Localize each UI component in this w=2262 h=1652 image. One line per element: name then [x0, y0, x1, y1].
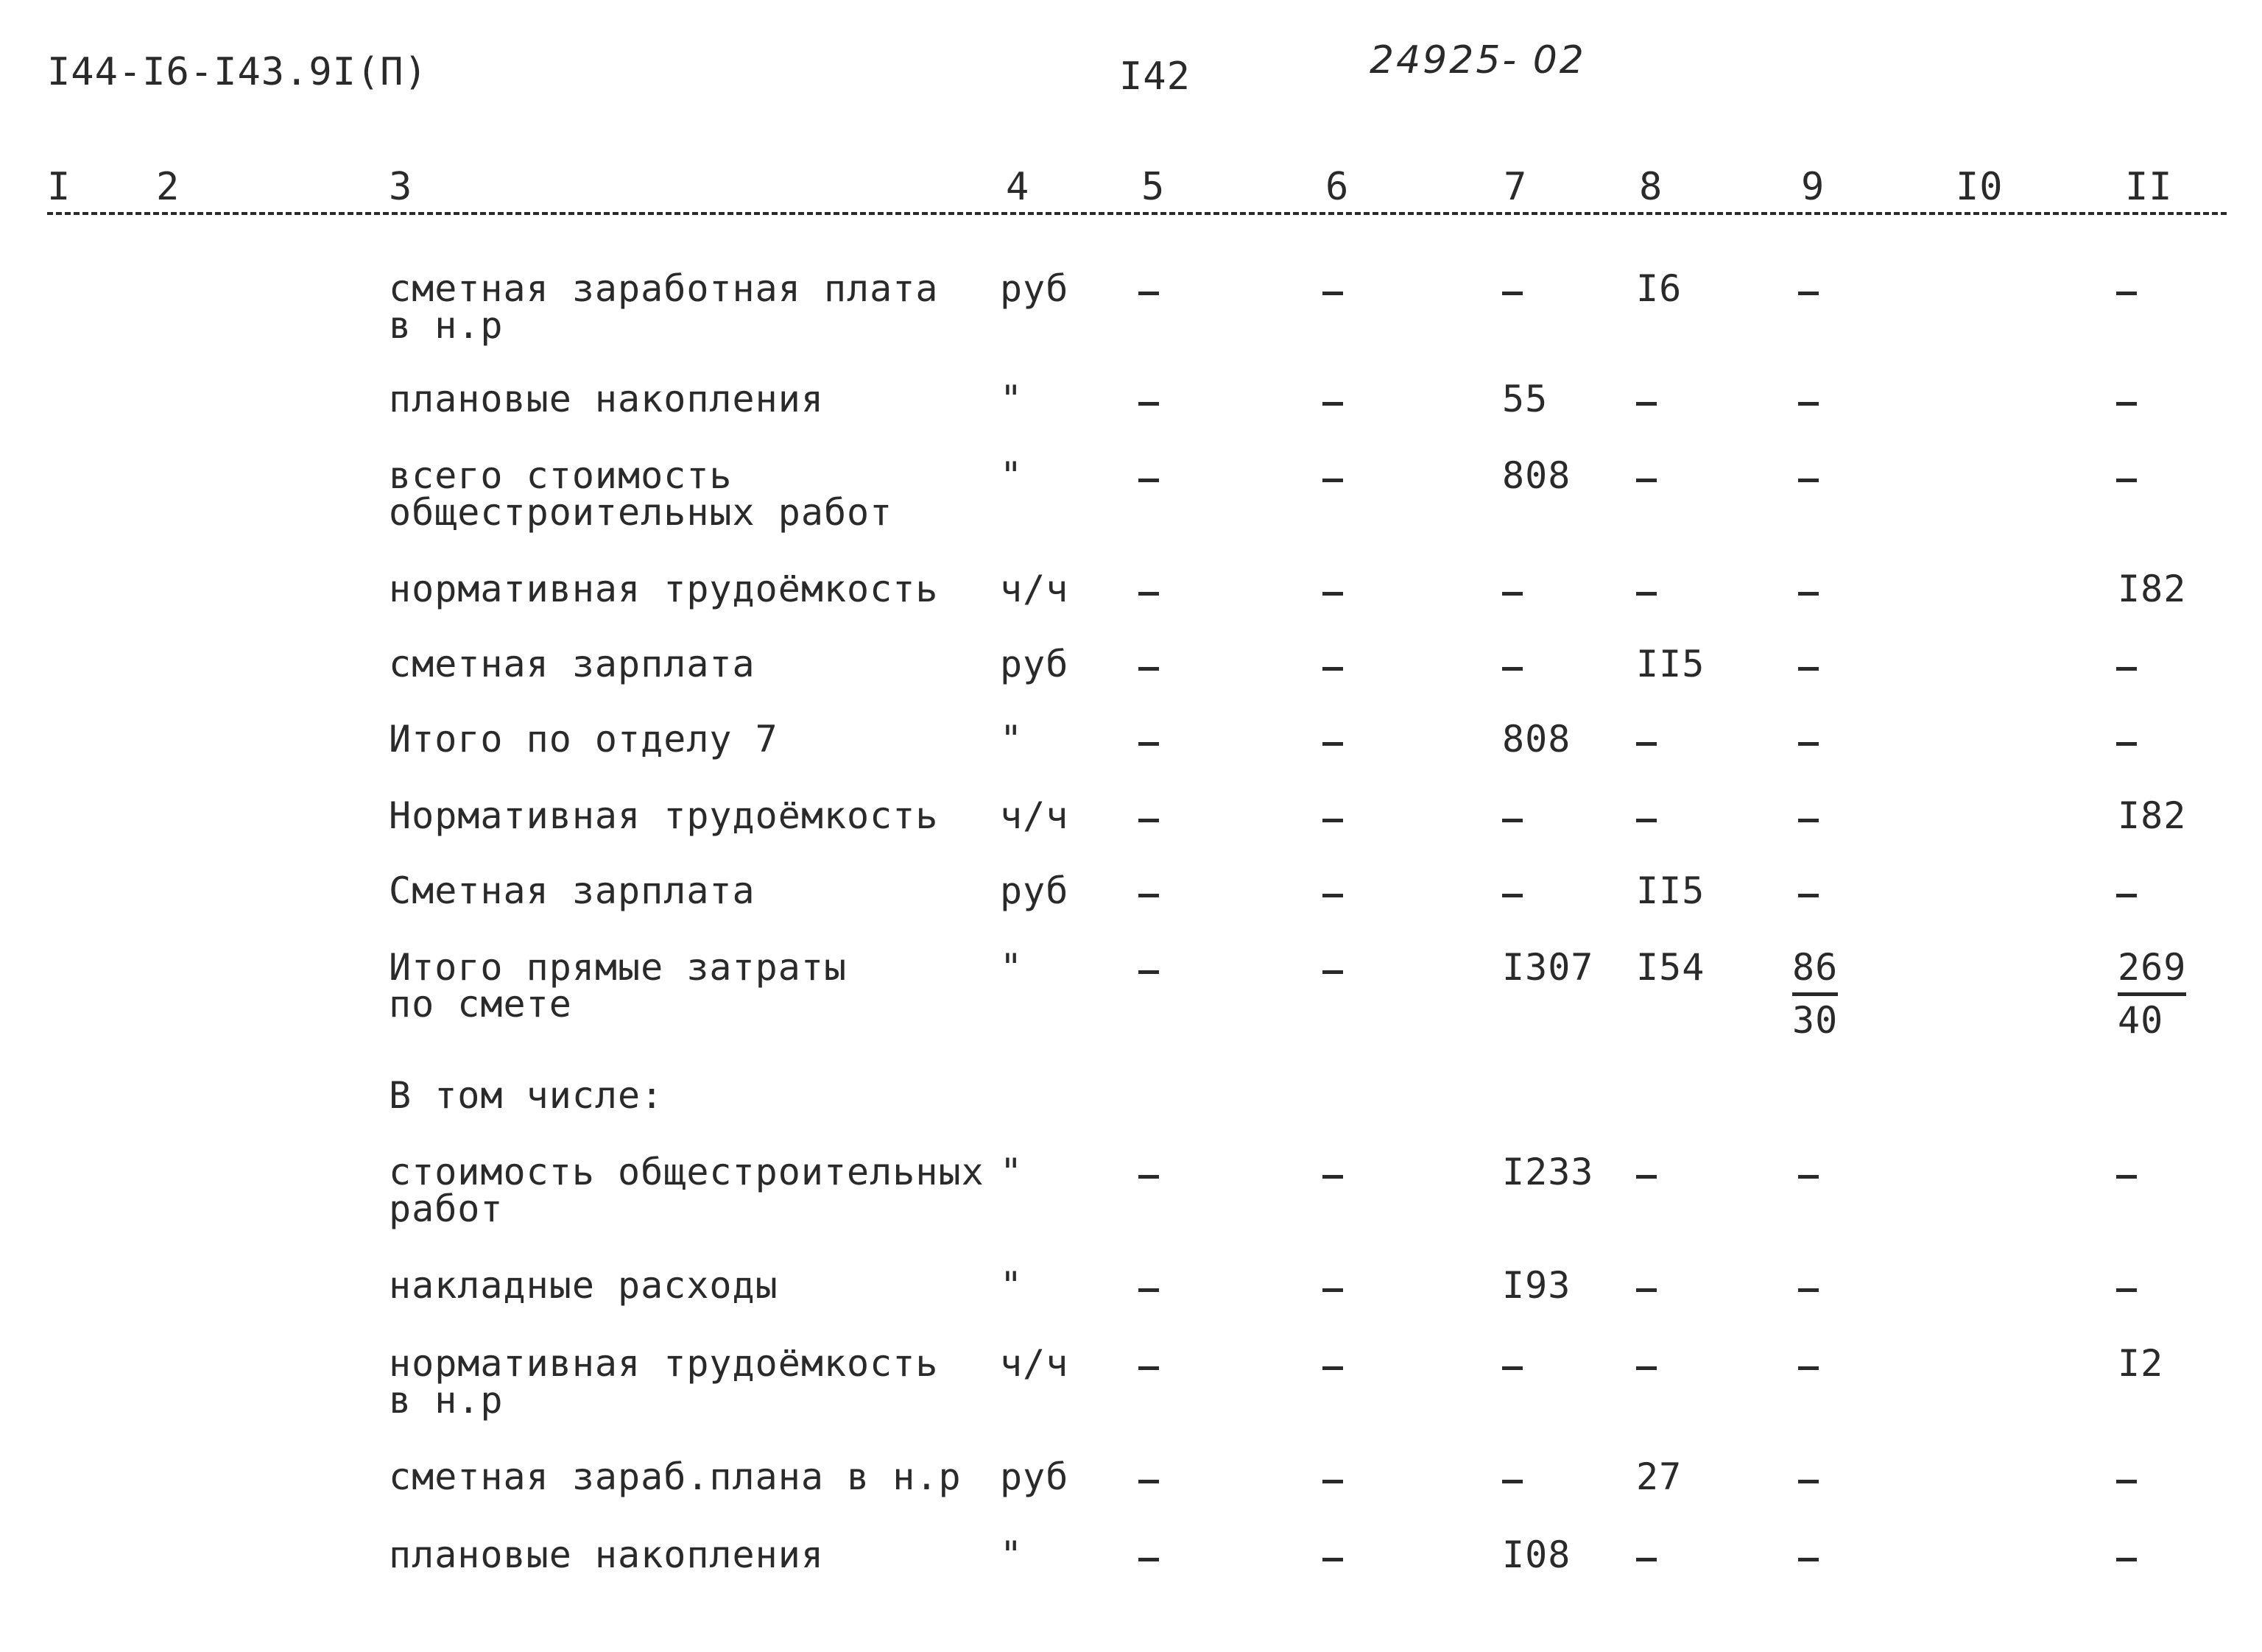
cell-col-5-dash	[1138, 1366, 1159, 1370]
row-description: общестроительных работ	[389, 491, 893, 534]
cell-col-8: I6	[1636, 267, 1683, 310]
cell-col-8-dash	[1636, 479, 1657, 482]
page-number: I42	[1119, 54, 1191, 99]
document-code: I44-I6-I43.9I(П)	[47, 50, 428, 94]
row-unit: "	[1000, 718, 1023, 760]
cell-col-7-dash	[1502, 292, 1523, 295]
row-unit: руб	[1000, 1455, 1069, 1498]
cell-col-8-dash	[1636, 819, 1657, 822]
row-description: Итого по отделу 7	[389, 718, 778, 760]
column-header-7: 7	[1504, 165, 1528, 209]
column-header-8: 8	[1639, 165, 1663, 209]
row-description: стоимость общестроительных	[389, 1151, 984, 1193]
cell-col-7: 808	[1502, 454, 1571, 497]
cell-col-5-dash	[1138, 1175, 1159, 1179]
cell-col-7: I08	[1502, 1533, 1571, 1576]
column-header-3: 3	[389, 165, 413, 209]
cell-col-5-dash	[1138, 970, 1159, 974]
row-description: В том числе:	[389, 1074, 664, 1117]
cell-col-7: I307	[1502, 946, 1594, 989]
row-unit: руб	[1000, 869, 1069, 912]
cell-col-8-dash	[1636, 1175, 1657, 1179]
fraction-line	[1792, 992, 1838, 996]
cell-col-9-dash	[1798, 1175, 1819, 1179]
cell-col-9-dash	[1798, 819, 1819, 822]
cell-col-8: II5	[1636, 869, 1705, 912]
row-unit: ч/ч	[1000, 1342, 1069, 1385]
row-unit: ч/ч	[1000, 568, 1069, 610]
row-unit: "	[1000, 1533, 1023, 1576]
cell-col-9-dash	[1798, 292, 1819, 295]
row-description: Нормативная трудоёмкость	[389, 794, 939, 837]
column-header-1: I	[47, 165, 71, 209]
row-description: Итого прямые затраты	[389, 946, 848, 989]
cell-col-8-dash	[1636, 1366, 1657, 1370]
column-header-2: 2	[156, 165, 180, 209]
cell-col-5-dash	[1138, 742, 1159, 746]
cell-col-11-dash	[2116, 402, 2137, 406]
cell-col-11-dash	[2116, 292, 2137, 295]
cell-col-9-dash	[1798, 592, 1819, 596]
cell-col-6-dash	[1322, 1480, 1343, 1483]
cell-col-11-dash	[2116, 1558, 2137, 1561]
cell-col-11: I82	[2118, 794, 2187, 837]
cell-col-11-denominator: 40	[2118, 999, 2164, 1042]
row-unit: "	[1000, 1151, 1023, 1193]
header-divider	[47, 212, 2227, 215]
row-description: по смете	[389, 983, 572, 1026]
cell-col-6-dash	[1322, 894, 1343, 897]
cell-col-9-dash	[1798, 667, 1819, 671]
column-header-9: 9	[1801, 165, 1825, 209]
column-header-5: 5	[1141, 165, 1166, 209]
cell-col-5-dash	[1138, 402, 1159, 406]
cell-col-8: I54	[1636, 946, 1705, 989]
cell-col-8-dash	[1636, 1558, 1657, 1561]
cell-col-9-dash	[1798, 1366, 1819, 1370]
row-description: накладные расходы	[389, 1264, 778, 1307]
cell-col-7: 808	[1502, 718, 1571, 760]
cell-col-11-dash	[2116, 1480, 2137, 1483]
cell-col-6-dash	[1322, 667, 1343, 671]
cell-col-5-dash	[1138, 894, 1159, 897]
cell-col-7-dash	[1502, 667, 1523, 671]
column-header-11: II	[2125, 165, 2173, 209]
cell-col-11-numerator: 269	[2118, 946, 2187, 989]
cell-col-11-dash	[2116, 1175, 2137, 1179]
cell-col-6-dash	[1322, 1558, 1343, 1561]
cell-col-8: II5	[1636, 643, 1705, 685]
cell-col-8-dash	[1636, 402, 1657, 406]
row-description: нормативная трудоёмкость	[389, 1342, 939, 1385]
cell-col-11-dash	[2116, 894, 2137, 897]
cell-col-5-dash	[1138, 1480, 1159, 1483]
cell-col-11: I2	[2118, 1342, 2164, 1385]
row-description: плановые накопления	[389, 378, 824, 420]
cell-col-11-dash	[2116, 479, 2137, 482]
cell-col-6-dash	[1322, 1366, 1343, 1370]
cell-col-5-dash	[1138, 292, 1159, 295]
cell-col-5-dash	[1138, 479, 1159, 482]
row-description: сметная зарплата	[389, 643, 755, 685]
cell-col-11-dash	[2116, 1288, 2137, 1292]
row-unit: ч/ч	[1000, 794, 1069, 837]
cell-col-5-dash	[1138, 592, 1159, 596]
cell-col-7: I93	[1502, 1264, 1571, 1307]
cell-col-7-dash	[1502, 819, 1523, 822]
cell-col-8-dash	[1636, 1288, 1657, 1292]
cell-col-11: I82	[2118, 568, 2187, 610]
cell-col-8-dash	[1636, 742, 1657, 746]
cell-col-6-dash	[1322, 479, 1343, 482]
row-description: сметная заработная плата	[389, 267, 939, 310]
cell-col-7-dash	[1502, 592, 1523, 596]
row-description: всего стоимость	[389, 454, 733, 497]
cell-col-9-dash	[1798, 894, 1819, 897]
cell-col-11-dash	[2116, 667, 2137, 671]
cell-col-6-dash	[1322, 402, 1343, 406]
cell-col-11-dash	[2116, 742, 2137, 746]
cell-col-9-denominator: 30	[1792, 999, 1839, 1042]
row-unit: "	[1000, 378, 1023, 420]
row-description: в н.р	[389, 304, 504, 347]
cell-col-7: 55	[1502, 378, 1548, 420]
cell-col-9-numerator: 86	[1792, 946, 1839, 989]
row-unit: руб	[1000, 267, 1069, 310]
row-unit: "	[1000, 946, 1023, 989]
cell-col-9-dash	[1798, 402, 1819, 406]
cell-col-7-dash	[1502, 1366, 1523, 1370]
column-header-10: I0	[1956, 165, 2004, 209]
cell-col-6-dash	[1322, 292, 1343, 295]
cell-col-5-dash	[1138, 1288, 1159, 1292]
column-header-4: 4	[1006, 165, 1030, 209]
row-description: сметная зараб.плана в н.р	[389, 1455, 962, 1498]
fraction-line	[2118, 992, 2186, 996]
cell-col-6-dash	[1322, 742, 1343, 746]
cell-col-7-dash	[1502, 894, 1523, 897]
handwritten-number: 24925- 02	[1370, 38, 1586, 82]
row-description: плановые накопления	[389, 1533, 824, 1576]
cell-col-6-dash	[1322, 970, 1343, 974]
column-header-6: 6	[1325, 165, 1350, 209]
row-unit: "	[1000, 1264, 1023, 1307]
row-description: в н.р	[389, 1379, 504, 1422]
row-description: нормативная трудоёмкость	[389, 568, 939, 610]
cell-col-9-dash	[1798, 742, 1819, 746]
cell-col-5-dash	[1138, 819, 1159, 822]
cell-col-6-dash	[1322, 819, 1343, 822]
cell-col-6-dash	[1322, 1288, 1343, 1292]
row-description: работ	[389, 1187, 504, 1230]
cell-col-5-dash	[1138, 1558, 1159, 1561]
row-unit: "	[1000, 454, 1023, 497]
row-unit: руб	[1000, 643, 1069, 685]
row-description: Сметная зарплата	[389, 869, 755, 912]
cell-col-8: 27	[1636, 1455, 1683, 1498]
cell-col-8-dash	[1636, 592, 1657, 596]
cell-col-9-dash	[1798, 1288, 1819, 1292]
cell-col-9-dash	[1798, 1558, 1819, 1561]
cell-col-9-dash	[1798, 479, 1819, 482]
cell-col-6-dash	[1322, 1175, 1343, 1179]
cell-col-7-dash	[1502, 1480, 1523, 1483]
cell-col-5-dash	[1138, 667, 1159, 671]
cell-col-6-dash	[1322, 592, 1343, 596]
cell-col-9-dash	[1798, 1480, 1819, 1483]
cell-col-7: I233	[1502, 1151, 1594, 1193]
